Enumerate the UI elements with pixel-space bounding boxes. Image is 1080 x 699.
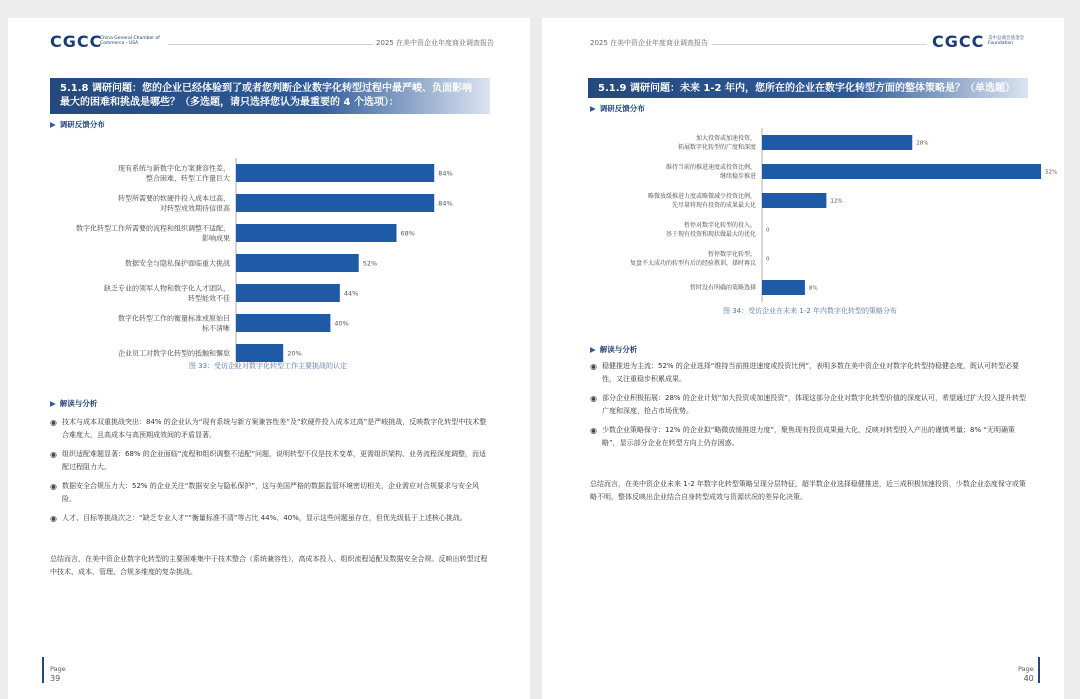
category-label: 维持当前的推进速度或投资比例，继续稳步推进 (665, 164, 756, 180)
analysis-list (590, 360, 1030, 456)
analysis-text: 人才、目标等挑战次之：“缺乏专业人才”“衡量标准不清”等占比 44%、40%，显示这些问题虽存在，但优先级低于上述核心挑战。 (62, 514, 467, 522)
bullet-icon: ◉ (50, 514, 57, 523)
page-header (542, 32, 1064, 52)
bar (236, 314, 330, 332)
bar (236, 224, 396, 242)
bullet-icon: ◉ (50, 482, 57, 491)
bar (236, 164, 434, 182)
header-title: 2025 在美中资企业年度商业调查报告 (376, 39, 495, 47)
page-label: Page (1018, 665, 1034, 673)
bar (762, 280, 805, 295)
page-right (542, 18, 1064, 699)
data-label: 68% (400, 229, 415, 238)
logo-subtitle: 美中总商会基金会 Foundation (988, 36, 1024, 46)
bullet-icon: ◉ (590, 394, 597, 403)
analysis-item (590, 392, 1030, 418)
analysis-text: 组织适配难题显著：68% 的企业面临“流程和组织调整不适配”问题，说明转型不仅是技术变革，更需组织架构、业务流程深度调整，而适配过程阻力大。 (62, 450, 487, 471)
analysis-text: 少数企业策略保守：12% 的企业拟“略微放缓推进力度”，聚焦现有投资成果最大化，反映对转型投入产出的谨慎考量；8% “无明确策略”，显示部分企业在转型方向上仍存困惑。 (602, 426, 1015, 447)
category-label: 数字化转型工作所需要的流程和组织调整不适配，影响成果 (76, 224, 230, 243)
summary-paragraph: 总结而言，在美中资企业未来 1-2 年数字化转型策略呈现分层特征，超半数企业选择稳健推进，近三成积极加速投资，少数企业态度保守或策略不明，整体反映出企业结合自身转型成效与资源状况的差异化决策。 (590, 480, 1026, 501)
summary-paragraph: 总结而言，在美中资企业数字化转型的主要困难集中于技术整合（系统兼容性），高成本投入、组织流程适配及数据安全合规。反映出转型过程中技术、成本、管理、合规多维度的复杂挑战。 (50, 555, 488, 576)
cgcc-logo: CGCC (932, 32, 985, 51)
chart-challenges-svg (48, 134, 488, 372)
analysis-text: 数据安全合规压力大：52% 的企业关注“数据安全与隐私保护”，这与美国严格的数据监管环境密切相关，企业需应对合规要求与安全风险。 (62, 482, 480, 503)
cgcc-logo: CGCC (50, 32, 103, 51)
header-rule (168, 44, 373, 45)
bar (762, 193, 826, 208)
category-label: 转型所需要的软硬件投入成本过高，对转型成效期待信很高 (118, 194, 230, 213)
page-label: Page (50, 665, 66, 673)
chart-challenges (48, 134, 488, 372)
triangle-icon: ▶ (50, 120, 56, 129)
analysis-item (50, 448, 490, 474)
chart-strategy (590, 118, 1058, 308)
data-label: 0 (766, 227, 770, 234)
analysis-text: 部分企业积极拓展：28% 的企业计划“加大投资或加速投资”，体现这部分企业对数字化转型价值的深度认可，希望通过扩大投入提升转型广度和深度，抢占市场优势。 (602, 394, 1027, 415)
figure-caption: 图 34：受访企业在未来 1-2 年内数字化转型的策略分布 (722, 307, 897, 315)
bar (236, 194, 434, 212)
analysis-item (590, 424, 1030, 450)
bullet-icon: ◉ (50, 418, 57, 427)
data-label: 44% (343, 289, 359, 298)
analysis-text: 稳健推进为主流：52% 的企业选择“维持当前推进速度或投资比例”，表明多数在美中资企业对数字化转型持稳健态度，既认可转型必要性，又注重稳步积累成果。 (602, 362, 1020, 383)
analysis-item (50, 480, 490, 506)
category-label: 暂停数字化转型，复盘不太成功的转型有后的经验教训，择时再议 (629, 251, 756, 267)
question-banner: 5.1.9 调研问题：未来 1-2 年内，您所在的企业在数字化转型方面的整体策略是？（单选题） (588, 78, 1028, 98)
data-label: 8% (808, 285, 818, 292)
category-label: 加大投资或加速投资，拓展数字化转型的广度和深度 (677, 135, 756, 151)
distribution-heading-text: 调研反馈分布 (59, 120, 105, 129)
page-left (8, 18, 530, 699)
category-label: 略微放缓推进力度或略微减少投资比例，先尽量将现有投资的成果最大化 (647, 193, 756, 209)
page-number-value: 39 (50, 674, 61, 683)
analysis-heading (50, 398, 97, 409)
bar (762, 135, 912, 150)
triangle-icon: ▶ (50, 399, 56, 408)
bar (236, 284, 340, 302)
category-label: 暂停对数字化转型的投入，基于现有投资和现状做最大的优化 (665, 222, 756, 238)
figure-caption: 图 33：受访企业对数字化转型工作主要挑战的认定 (188, 362, 348, 370)
triangle-icon: ▶ (590, 104, 596, 113)
data-label: 0 (766, 256, 770, 263)
data-label: 28% (916, 140, 929, 147)
page-number-bar (42, 657, 44, 683)
category-label: 数据安全与隐私保护面临重大挑战 (125, 259, 230, 268)
bullet-icon: ◉ (50, 450, 57, 459)
bar (236, 344, 283, 362)
category-label: 现有系统与新数字化方案兼容性差，整合困难，转型工作量巨大 (118, 164, 230, 183)
analysis-item (50, 416, 490, 442)
header-title: 2025 在美中资企业年度商业调查报告 (590, 39, 709, 47)
category-label: 暂时没有明确的策略选择 (689, 284, 756, 292)
page-number (1018, 665, 1034, 683)
data-label: 40% (334, 319, 349, 328)
category-label: 数字化转型工作的衡量标准或原始目标不清晰 (118, 314, 230, 333)
bullet-icon: ◉ (590, 362, 597, 371)
analysis-heading-text: 解读与分析 (59, 399, 98, 408)
category-label: 缺乏专业的领军人物和数字化人才团队，转型能效不佳 (104, 284, 230, 303)
analysis-list (50, 416, 490, 531)
category-label: 企业员工对数字化转型的抵触和懈怠 (118, 349, 230, 358)
analysis-item (50, 512, 490, 525)
page-number-value: 40 (1023, 674, 1034, 683)
data-label: 84% (438, 199, 453, 208)
distribution-heading (50, 119, 105, 130)
analysis-item (590, 360, 1030, 386)
chart-strategy-svg (590, 118, 1058, 308)
analysis-text: 技术与成本双重挑战突出：84% 的企业认为“现有系统与新方案兼容性差”及“软硬件投入成本过高”是严峻挑战，反映数字化转型中技术整合难度大，且高成本与高预期成效间的矛盾显著。 (62, 418, 487, 439)
page-number (42, 665, 66, 683)
data-label: 84% (438, 169, 453, 178)
data-label: 20% (287, 349, 302, 358)
page-header (8, 32, 530, 52)
distribution-heading (590, 103, 645, 114)
logo-subtitle: China General Chamber of Commerce - USA (100, 36, 160, 46)
header-rule (712, 44, 927, 45)
bar (762, 164, 1041, 179)
distribution-heading-text: 调研反馈分布 (599, 104, 645, 113)
data-label: 52% (1045, 169, 1058, 176)
analysis-heading-text: 解读与分析 (599, 345, 638, 354)
data-label: 52% (362, 259, 378, 268)
triangle-icon: ▶ (590, 345, 596, 354)
bullet-icon: ◉ (590, 426, 597, 435)
bar (236, 254, 359, 272)
analysis-heading (590, 344, 637, 355)
page-number-bar (1038, 657, 1040, 683)
data-label: 12% (830, 198, 843, 205)
question-banner: 5.1.8 调研问题：您的企业已经体验到了或者您判断企业数字化转型过程中最严峻、负面影响最大的困难和挑战是哪些？（多选题，请只选择您认为最重要的 4 个选项）： (50, 78, 490, 114)
